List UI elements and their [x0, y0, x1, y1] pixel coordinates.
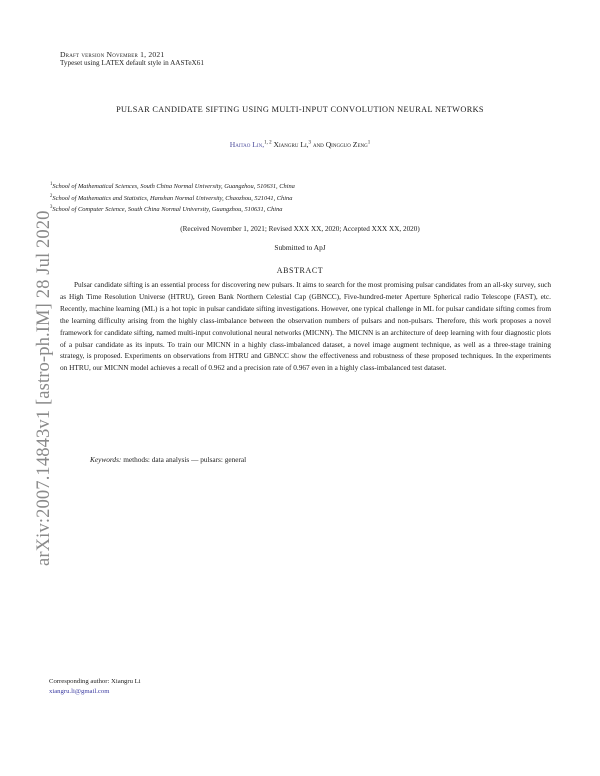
corresponding-author: Corresponding author: Xiangru Li [49, 678, 141, 685]
affiliation-3-num: 3 [50, 205, 53, 210]
author3-affil: 1 [367, 140, 371, 146]
author-li: Xiangru Li, [273, 140, 309, 149]
draft-header [60, 50, 204, 68]
typeset-line: Typeset using LATEX default style in AASTeX61 [60, 59, 204, 67]
affiliation-2-num: 2 [50, 194, 53, 199]
author1-affil: 1, 2 [264, 140, 272, 146]
author-conjunction: and [312, 140, 324, 149]
affiliation-3 [50, 204, 282, 214]
paper-title: PULSAR CANDIDATE SIFTING USING MULTI-INPUT CONVOLUTION NEURAL NETWORKS [116, 105, 484, 114]
author-line [0, 140, 600, 149]
author-link-lin[interactable]: Haitao Lin, [229, 140, 265, 149]
affiliation-1 [50, 181, 295, 191]
submitted-to: Submitted to ApJ [274, 243, 326, 252]
affiliation-3-text: School of Computer Science, South China Normal University, Guangzhou, 510631, China [52, 206, 283, 214]
author-zeng: Qingguo Zeng [325, 140, 368, 149]
affiliation-1-num: 1 [50, 182, 53, 187]
received-dates: (Received November 1, 2021; Revised XXX XX, 2020; Accepted XXX XX, 2020) [180, 225, 420, 233]
affiliation-1-text: School of Mathematical Sciences, South China Normal University, Guangzhou, 510631, China [52, 183, 295, 191]
email-link[interactable]: xiangru.li@gmail.com [49, 688, 110, 695]
keywords-label: Keywords: [90, 455, 122, 464]
affiliation-2 [50, 193, 292, 203]
keywords [90, 455, 246, 464]
keywords-text: methods: data analysis — pulsars: general [123, 455, 247, 464]
author2-affil: 3 [308, 140, 312, 146]
arxiv-stamp: arXiv:2007.14843v1 [astro-ph.IM] 28 Jul 2020 [33, 210, 54, 566]
abstract-body [60, 279, 551, 374]
abstract-paragraph: Pulsar candidate sifting is an essential process for discovering new pulsars. It aims to search for the most promising pulsar candidates from an all-sky survey, such as High Time Resolution Universe (HTRU), Green Bank Northern Celestial Cap (GBNCC), Five-hundred-meter Aperture Spherical radio Telescope (FAST), etc. Recently, machine learning (ML) is a hot topic in pulsar candidate sifting investigations. However, one typical challenge in ML for pulsar candidate sifting comes from the learning difficulty arising from the highly class-imbalance between the observation numbers of pulsars and non-pulsars. Therefore, this work proposes a novel framework for candidate sifting, named multi-input convolutional neural networks (MICNN). The MICNN is an architecture of deep learning with four diagnostic plots of a pulsar candidate as its inputs. To train our MICNN in a highly class-imbalanced dataset, a novel image augment technique, as well as a three-stage training strategy, is proposed. Experiments on observations from HTRU and GBNCC show the effectiveness and robustness of these proposed techniques. In the experiments on HTRU, our MICNN model achieves a recall of 0.962 and a precision rate of 0.967 even in a highly class-imbalanced test dataset. [60, 280, 551, 373]
affiliation-2-text: School of Mathematics and Statistics, Hanshan Normal University, Chaozhou, 521041, China [52, 195, 293, 203]
abstract-heading: ABSTRACT [276, 266, 324, 275]
draft-version: Draft version November 1, 2021 [60, 50, 165, 59]
